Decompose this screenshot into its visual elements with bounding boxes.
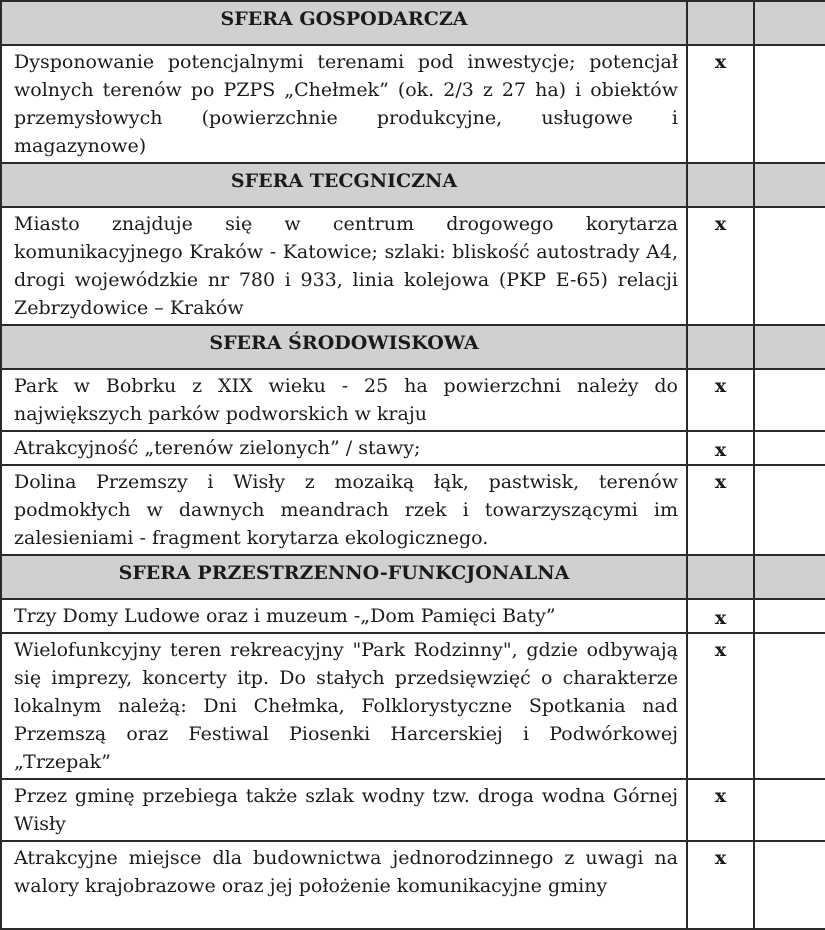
row-empty-cell [754, 369, 825, 431]
table-row [1, 633, 825, 779]
row-mark: x [687, 207, 754, 325]
row-empty-cell [754, 431, 825, 465]
row-description: Trzy Domy Ludowe oraz i muzeum -„Dom Pamięci Baty” [1, 599, 687, 633]
row-empty-cell [754, 633, 825, 779]
header-cell-empty [754, 555, 825, 599]
table-row [1, 369, 825, 431]
row-empty-cell [754, 207, 825, 325]
section-heading: SFERA PRZESTRZENNO-FUNKCJONALNA [1, 555, 687, 599]
table-row [1, 599, 825, 633]
row-empty-cell [754, 45, 825, 163]
section-heading: SFERA TECGNICZNA [1, 163, 687, 207]
header-cell-empty [687, 325, 754, 369]
section-header [1, 163, 825, 207]
section-header [1, 325, 825, 369]
header-cell-empty [754, 1, 825, 45]
table-row [1, 465, 825, 555]
table-row [1, 431, 825, 465]
header-cell-empty [687, 555, 754, 599]
section-header [1, 555, 825, 599]
section-heading: SFERA ŚRODOWISKOWA [1, 325, 687, 369]
row-description: Wielofunkcyjny teren rekreacyjny "Park Rodzinny", gdzie odbywają się imprezy, koncerty itp. Do stałych przedsięwzięć o charakterze lokalnym należą: Dni Chełmka, Folklorystyczne Spotkania nad Przemszą oraz Festiwal Piosenki Harcerskiej i Podwórkowej „Trzepak” [1, 633, 687, 779]
row-mark: x [687, 599, 754, 633]
row-description: Miasto znajduje się w centrum drogowego korytarza komunikacyjnego Kraków - Katowice; szlaki: bliskość autostrady A4, drogi wojewódzkie nr 780 i 933, linia kolejowa (PKP E-65) relacji Zebrzydowice – Kraków [1, 207, 687, 325]
table-row [1, 207, 825, 325]
row-description: Dolina Przemszy i Wisły z mozaiką łąk, pastwisk, terenów podmokłych w dawnych meandrach rzek i towarzyszącymi im zalesieniami - fragment korytarza ekologicznego. [1, 465, 687, 555]
row-empty-cell [754, 841, 825, 929]
table-row [1, 779, 825, 841]
table-row [1, 45, 825, 163]
row-mark: x [687, 369, 754, 431]
row-mark: x [687, 431, 754, 465]
row-mark: x [687, 841, 754, 929]
row-description: Atrakcyjne miejsce dla budownictwa jednorodzinnego z uwagi na walory krajobrazowe oraz jej położenie komunikacyjne gminy [1, 841, 687, 929]
section-heading: SFERA GOSPODARCZA [1, 1, 687, 45]
header-cell-empty [754, 163, 825, 207]
header-cell-empty [687, 163, 754, 207]
row-empty-cell [754, 465, 825, 555]
header-cell-empty [687, 1, 754, 45]
section-header [1, 1, 825, 45]
row-description: Atrakcyjność „terenów zielonych” / stawy; [1, 431, 687, 465]
row-mark: x [687, 45, 754, 163]
row-empty-cell [754, 779, 825, 841]
row-mark: x [687, 779, 754, 841]
table-row [1, 841, 825, 929]
row-description: Park w Bobrku z XIX wieku - 25 ha powierzchni należy do największych parków podworskich w kraju [1, 369, 687, 431]
row-mark: x [687, 633, 754, 779]
row-mark: x [687, 465, 754, 555]
row-description: Dysponowanie potencjalnymi terenami pod inwestycje; potencjał wolnych terenów po PZPS „Chełmek” (ok. 2/3 z 27 ha) i obiektów przemysłowych (powierzchnie produkcyjne, usługowe i magazynowe) [1, 45, 687, 163]
row-empty-cell [754, 599, 825, 633]
row-description: Przez gminę przebiega także szlak wodny tzw. droga wodna Górnej Wisły [1, 779, 687, 841]
header-cell-empty [754, 325, 825, 369]
